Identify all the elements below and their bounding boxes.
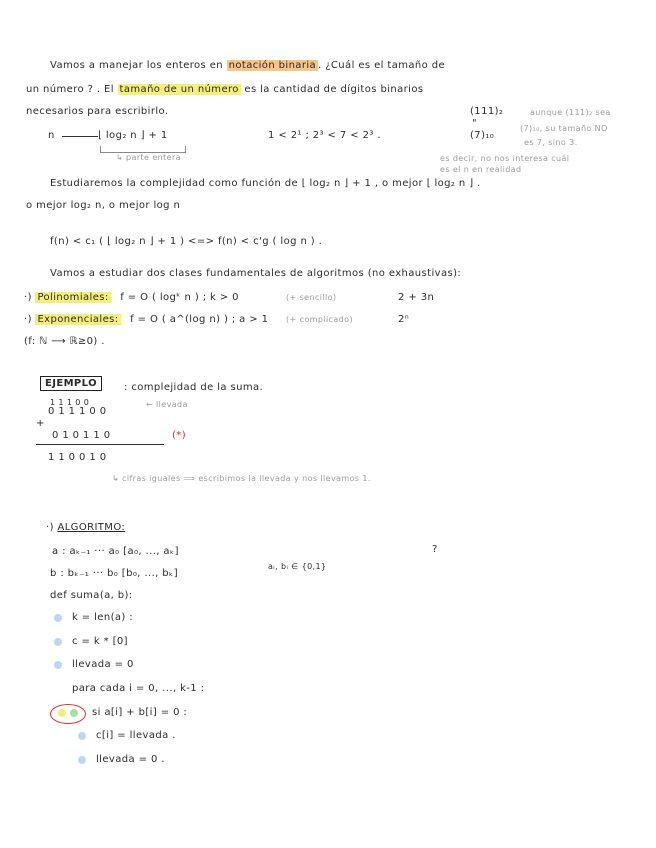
plus-sign: + <box>36 418 45 429</box>
carry-label: ← llevada <box>146 400 188 409</box>
intro-line-1 <box>50 60 445 71</box>
line-para: para cada i = 0, ..., k-1 : <box>72 683 205 694</box>
expo-example: 2ⁿ <box>398 314 410 325</box>
ab-domain-note: aᵢ, bᵢ ∈ {0,1} <box>268 562 327 571</box>
sum-line <box>36 444 164 445</box>
note-aunque: aunque (111)₂ sea <box>530 108 611 117</box>
b-definition: b : bₖ₋₁ ··· b₀ [b₀, ..., bₖ] <box>50 568 179 579</box>
complexity-line-2: o mejor log₂ n, o mejor log n <box>26 200 181 211</box>
a-definition: a : aₖ₋₁ ··· a₀ [a₀, ..., aₖ] <box>52 546 179 557</box>
note-es-3: es 7, sino 3. <box>524 138 578 147</box>
sum-note-text: cifras iguales ⟹ escribimos la llevada y nos llevamos 1. <box>122 474 371 483</box>
highlight-binary-notation: notación binaria <box>228 60 317 71</box>
domain-codomain: (f: ℕ ⟶ ℝ≥0) . <box>24 336 105 347</box>
expo-row: ·) Exponenciales: f = O ( a^(log n) ) ; a > 1 <box>24 314 269 325</box>
poly-row: ·) Polinomiales: f = O ( logᵏ n ) ; k > 0 <box>24 292 239 303</box>
asterisk-mark: (*) <box>172 430 187 441</box>
green-dot-icon <box>70 709 78 717</box>
note-size: (7)₁₀, su tamaño NO <box>520 124 608 133</box>
line-ci: c[i] = llevada . <box>96 730 176 741</box>
expo-formula: f = O ( a^(log n) ) ; a > 1 <box>130 314 269 325</box>
ejemplo-box: EJEMPLO <box>40 376 102 391</box>
inequality: 1 < 2¹ ; 2³ < 7 < 2³ . <box>268 130 381 141</box>
red-circle-annotation <box>50 704 86 724</box>
text: . ¿Cuál es el tamaño de <box>318 60 446 71</box>
sum-note: ↳ cifras iguales ⟹ escribimos la llevada y nos llevamos 1. <box>112 474 371 483</box>
intro-line-3: necesarios para escribirlo. <box>26 106 169 117</box>
line-si: si a[i] + b[i] = 0 : <box>92 707 188 718</box>
addend-1: 0 1 1 1 0 0 <box>48 406 107 417</box>
text: Vamos a manejar los enteros en <box>50 60 227 71</box>
sum-result: 1 1 0 0 1 0 <box>48 452 107 463</box>
note-es-decir: es decir, no nos interesa cuál <box>440 154 570 163</box>
note-realidad: es el n en realidad <box>440 165 522 174</box>
arrow-line <box>62 136 98 137</box>
yellow-dot-icon <box>58 709 66 717</box>
line-llevada: llevada = 0 <box>72 659 134 670</box>
text: es la cantidad de dígitos binarios <box>240 84 424 95</box>
complexity-line-1: Estudiaremos la complejidad como función de ⌊ log₂ n ⌋ + 1 , o mejor ⌊ log₂ n ⌋ . <box>50 178 481 189</box>
bullet-icon <box>54 661 62 669</box>
poly-note: (+ sencillo) <box>286 293 337 302</box>
text: un número ? . El <box>26 84 118 95</box>
stray-mark: ? <box>432 544 438 555</box>
bullet-icon <box>54 638 62 646</box>
brace-bracket <box>100 146 186 153</box>
ditto-mark: " <box>472 118 477 129</box>
brace-label: ↳ parte entera <box>116 153 181 162</box>
var-n: n <box>48 130 55 141</box>
bullet-icon <box>78 756 86 764</box>
line-llevada-0: llevada = 0 . <box>96 754 165 765</box>
bullet-icon <box>78 732 86 740</box>
decimal-7: (7)₁₀ <box>470 130 495 141</box>
ejemplo-title: : complejidad de la suma. <box>124 382 264 393</box>
intro-line-2 <box>26 84 423 95</box>
two-classes-line: Vamos a estudiar dos clases fundamentales de algoritmos (no exhaustivas): <box>50 268 462 279</box>
addend-2: 0 1 0 1 1 0 <box>52 430 111 441</box>
poly-label: Polinomiales: <box>37 292 109 303</box>
poly-formula: f = O ( logᵏ n ) ; k > 0 <box>120 292 239 303</box>
def-suma: def suma(a, b): <box>50 590 133 601</box>
bullet-icon <box>54 614 62 622</box>
brace-text: parte entera <box>126 153 181 162</box>
expo-note: (+ complicado) <box>286 315 353 324</box>
big-o-formula: f(n) < c₁ ( ⌊ log₂ n ⌋ + 1 ) <=> f(n) < c'g ( log n ) . <box>50 236 323 247</box>
poly-example: 2 + 3n <box>398 292 435 303</box>
line-c: c = k * [0] <box>72 636 128 647</box>
expo-label: Exponenciales: <box>37 314 119 325</box>
binary-111: (111)₂ <box>470 106 504 117</box>
floor-log-formula: ⌊ log₂ n ⌋ + 1 <box>98 130 168 141</box>
highlight-number-size: tamaño de un número <box>119 84 239 95</box>
line-k: k = len(a) : <box>72 612 134 623</box>
algoritmo-title: ·) ALGORITMO: <box>46 522 126 533</box>
carry-row: 1 1 1 0 0 <box>50 398 90 407</box>
algoritmo-title-text: ALGORITMO: <box>57 522 126 533</box>
